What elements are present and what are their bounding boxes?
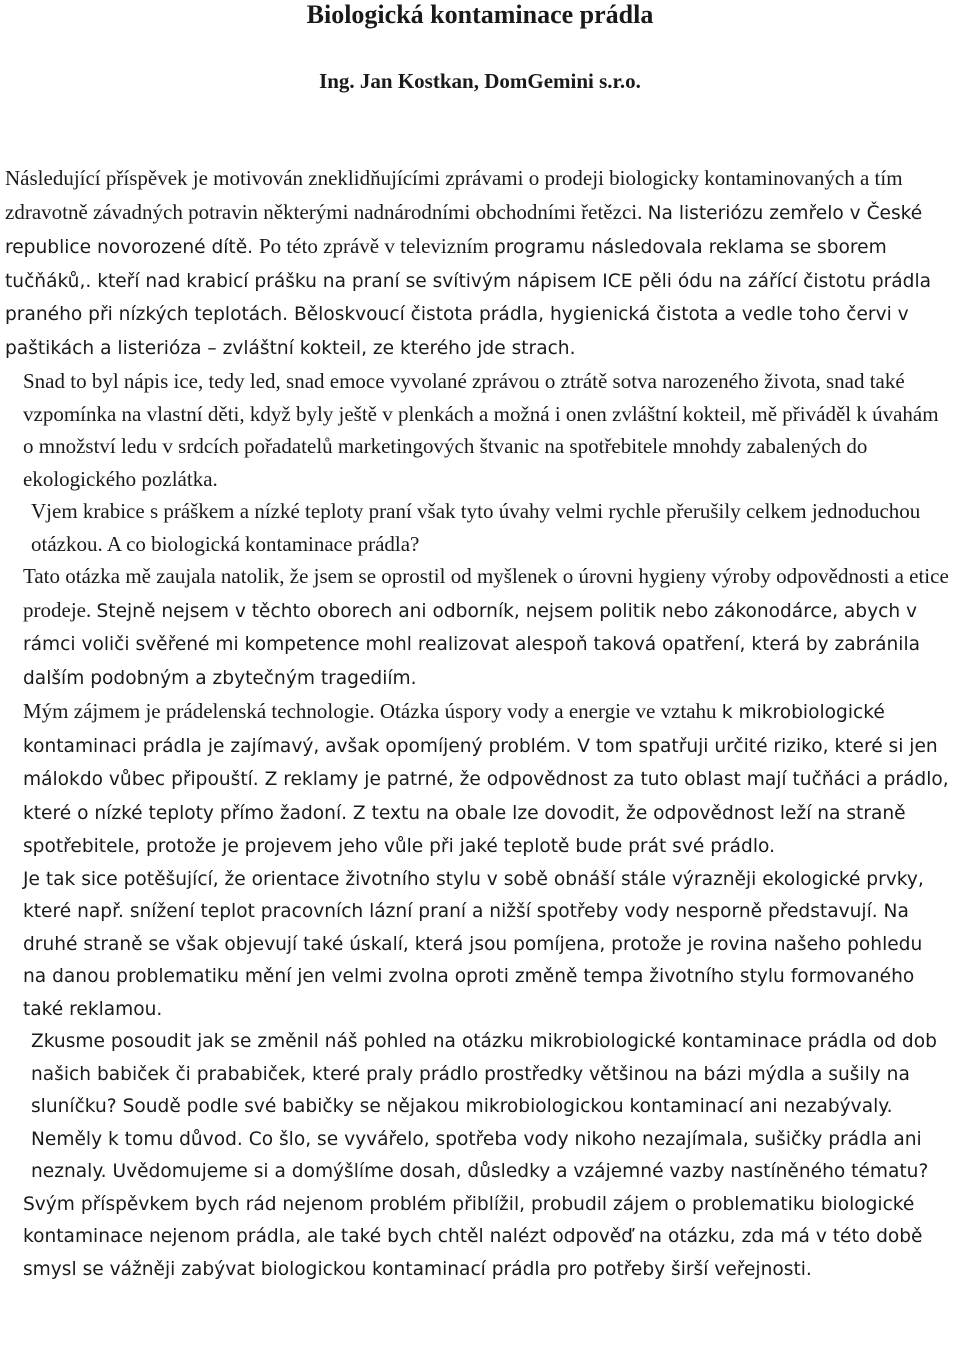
paragraph-intro [5, 162, 950, 365]
paragraph-grandmothers: Zkusme posoudit jak se změnil náš pohled na otázku mikrobiologické kontaminace prádla od dob našich babiček či prababiček, které praly prádlo prostředky většinou na bázi mýdla a sušily na sluníčku? Soudě podle své babičky se nějakou mikrobiologickou kontaminací ani nezabývaly. Neměly k tomu důvod. Co šlo, se vyvářelo, spotřeba vody nikoho nezajímala, sušičky prádla ani neznaly. Uvědomujeme si a domýšlíme dosah, důsledky a vzájemné vazby nastíněného tématu? [31, 1031, 937, 1182]
paragraph-technology-part-2: k mikrobiologické kontaminaci prádla je zajímavý, avšak opomíjený problém. V tom spatřuji určité riziko, které si jen málokdo vůbec připouští. Z reklamy je patrné, že odpovědnost za tuto oblast mají tučňáci a prádlo, které o nízké teploty přímo žadoní. Z textu na obale lze dovodit, že odpovědnost leží na straně spotřebitele, protože je projevem jeho vůle při jaké teplotě bude prát své prádlo. [23, 702, 949, 857]
paragraph-intro-part-1: Následující příspěvek je motivován zneklidňujícími zprávami o prodeji biologicky kontaminovaných a tím zdravotně závadných potravin některými nadnárodními obchodními řetězci. [5, 166, 903, 224]
paragraph-technology [5, 695, 950, 864]
paragraph-intro-part-2: Na listeriózu zemřelo v České republice novorozené dítě. [5, 202, 923, 258]
paragraph-intro-part-4: programu následovala reklama se sborem tučňáků,. kteří nad krabicí prášku na praní se svítivým nápisem ICE pěli ódu na zářící čistotu prádla praného při nízkých teplotách. Běloskvoucí čistota prádla, hygienická čistota a vedle toho červi v paštikách a listerióza – zvláštní kokteil, ze kterého jde strach. [5, 237, 932, 359]
paragraph-conclusion: Svým příspěvkem bych rád nejenom problém přiblížil, probudil zájem o problematiku biologické kontaminace nejenom prádla, ale také bych chtěl nalézt odpověď na otázku, zda má v této době smysl se vážněji zabývat biologickou kontaminací prádla pro potřeby širší veřejnosti. [23, 1193, 923, 1280]
paragraph-technology-part-1: Mým zájmem je prádelenská technologie. Otázka úspory vody a energie ve vztahu [23, 699, 722, 723]
paragraph-question: Vjem krabice s práškem a nízké teploty praní však tyto úvahy velmi rychle přerušily celkem jednoduchou otázkou. A co biologická kontaminace prádla? [31, 499, 921, 556]
paragraph-hygiene [5, 560, 950, 695]
paragraph-ice: Snad to byl nápis ice, tedy led, snad emoce vyvolané zprávou o ztrátě sotva narozeného života, snad také vzpomínka na vlastní děti, když byly ještě v plenkách a možná i onen zvláštní kokteil, mě přiváděl k úvahám o množství ledu v srdcích pořadatelů marketingových štvanic na spotřebitele mnohdy zabalených do ekologického pozlátka. [23, 369, 939, 491]
paragraph-intro-part-3: Po této zprávě v televizním [258, 234, 494, 258]
document-title: Biologická kontaminace prádla [306, 0, 654, 29]
paragraph-hygiene-part-1: Tato otázka mě zaujala natolik, že jsem se oprostil od myšlenek o úrovni hygieny výroby odpovědnosti a etice prodeje. [23, 564, 949, 622]
paragraph-hygiene-part-2: Stejně nejsem v těchto oborech ani odborník, nejsem politik nebo zákonodárce, abych v rámci voliči svěřené mi kompetence mohl realizovat alespoň taková opatření, která by zabránila dalším podobným a zbytečným tragediím. [23, 600, 921, 689]
document-author: Ing. Jan Kostkan, DomGemini s.r.o. [319, 69, 641, 93]
document-body [5, 162, 950, 1286]
paragraph-lifestyle: Je tak sice potěšující, že orientace životního stylu v sobě obnáší stále výrazněji ekologické prvky, které např. snížení teplot pracovních lázní praní a nižší spotřeby vody nesporně představují. Na druhé straně se však objevují také úskalí, která jsou pomíjena, protože je rovina našeho pohledu na danou problematiku mění jen velmi zvolna oproti změně tempa životního stylu formovaného také reklamou. [23, 868, 924, 1020]
